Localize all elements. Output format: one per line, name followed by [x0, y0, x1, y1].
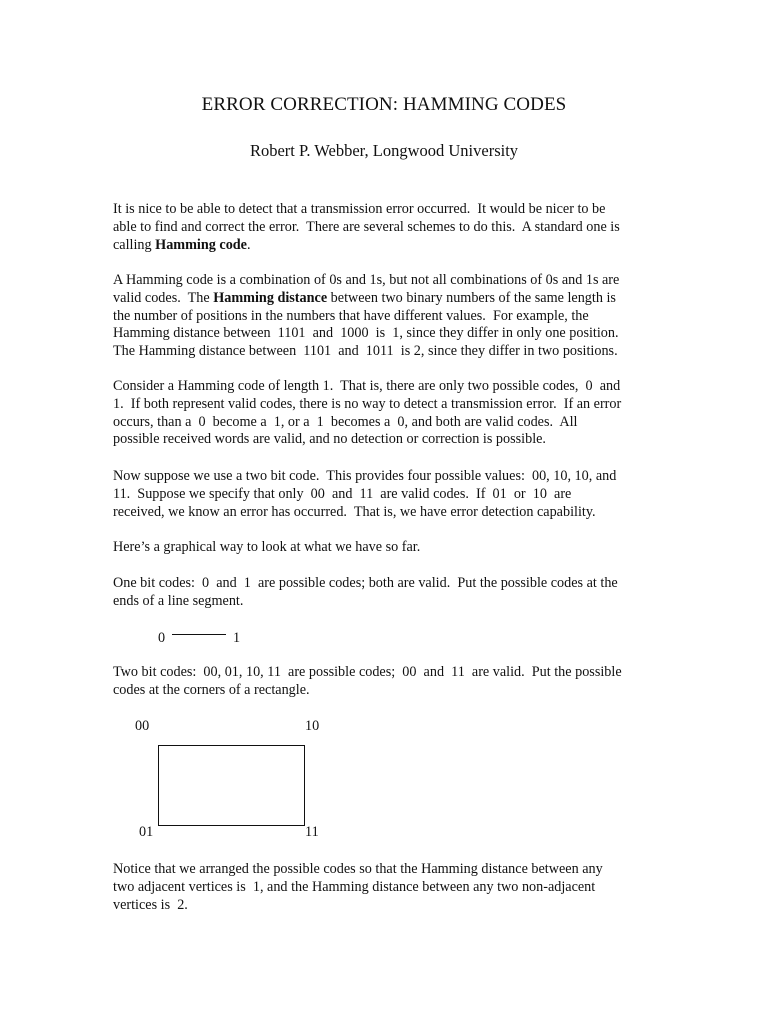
text-line: Hamming distance between 1101 and 1000 is 1, since they differ in only one position. — [113, 325, 619, 342]
text-line: able to find and correct the error. There are several schemes to do this. A standard one is — [113, 218, 620, 235]
text-line: ends of a line segment. — [113, 592, 244, 609]
paragraph-two-bit — [113, 468, 673, 521]
text-run: calling — [113, 236, 156, 253]
text-run: between two binary numbers of the same length is — [327, 289, 616, 306]
text-run: valid codes. The — [113, 289, 214, 306]
text-line: two adjacent vertices is 1, and the Hamming distance between any two non-adjacent — [113, 878, 596, 895]
text-line: received, we know an error has occurred. That is, we have error detection capability. — [113, 503, 596, 520]
rectangle-shape — [158, 745, 305, 826]
text-line: the number of positions in the numbers that have different values. For example, the — [113, 307, 589, 324]
text-line: occurs, than a 0 become a 1, or a 1 becomes a 0, and both are valid codes. All — [113, 413, 578, 430]
document-title: ERROR CORRECTION: HAMMING CODES — [201, 94, 567, 115]
line-segment — [172, 634, 226, 635]
text-line: A Hamming code is a combination of 0s and 1s, but not all combinations of 0s and 1s are — [113, 272, 620, 288]
text-line: Here’s a graphical way to look at what we have so far. — [113, 539, 421, 555]
vertex-label-01: 01 — [139, 824, 154, 840]
text-line: 1. If both represent valid codes, there is no way to detect a transmission error. If an error — [113, 395, 622, 412]
paragraph-graphical — [113, 539, 673, 557]
vertex-label-11: 11 — [305, 824, 319, 840]
vertex-label-0: 0 — [158, 630, 166, 646]
text-line: One bit codes: 0 and 1 are possible codes; both are valid. Put the possible codes at the — [113, 575, 618, 591]
text-line: vertices is 2. — [113, 896, 188, 913]
paragraph-hamming-distance — [113, 272, 673, 361]
paragraph-intro — [113, 201, 673, 254]
text-line: The Hamming distance between 1101 and 1011 is 2, since they differ in two positions. — [113, 343, 618, 360]
text-line: possible received words are valid, and no detection or correction is possible. — [113, 431, 546, 448]
text-line: Now suppose we use a two bit code. This provides four possible values: 00, 10, 10, and — [113, 468, 617, 484]
text-line: It is nice to be able to detect that a transmission error occurred. It would be nicer to be — [113, 201, 606, 217]
text-line: 11. Suppose we specify that only 00 and 11 are valid codes. If 01 or 10 are — [113, 485, 572, 502]
text-line: Consider a Hamming code of length 1. That is, there are only two possible codes, 0 and — [113, 378, 621, 394]
text-line — [113, 237, 673, 255]
paragraph-adjacency — [113, 861, 673, 914]
author-line: Robert P. Webber, Longwood University — [249, 141, 519, 160]
vertex-label-00: 00 — [135, 718, 150, 734]
paragraph-length-one — [113, 378, 673, 449]
vertex-label-10: 10 — [305, 718, 320, 734]
term-hamming-code: Hamming code — [155, 236, 247, 253]
text-line: Notice that we arranged the possible codes so that the Hamming distance between any — [113, 861, 603, 877]
text-line: codes at the corners of a rectangle. — [113, 681, 310, 698]
text-run: . — [246, 236, 251, 253]
vertex-label-1: 1 — [233, 630, 241, 646]
paragraph-one-bit-codes — [113, 575, 673, 611]
paragraph-two-bit-codes — [113, 664, 673, 700]
text-line — [113, 290, 673, 308]
text-line: Two bit codes: 00, 01, 10, 11 are possible codes; 00 and 11 are valid. Put the possible — [113, 664, 622, 680]
term-hamming-distance: Hamming distance — [213, 289, 328, 306]
